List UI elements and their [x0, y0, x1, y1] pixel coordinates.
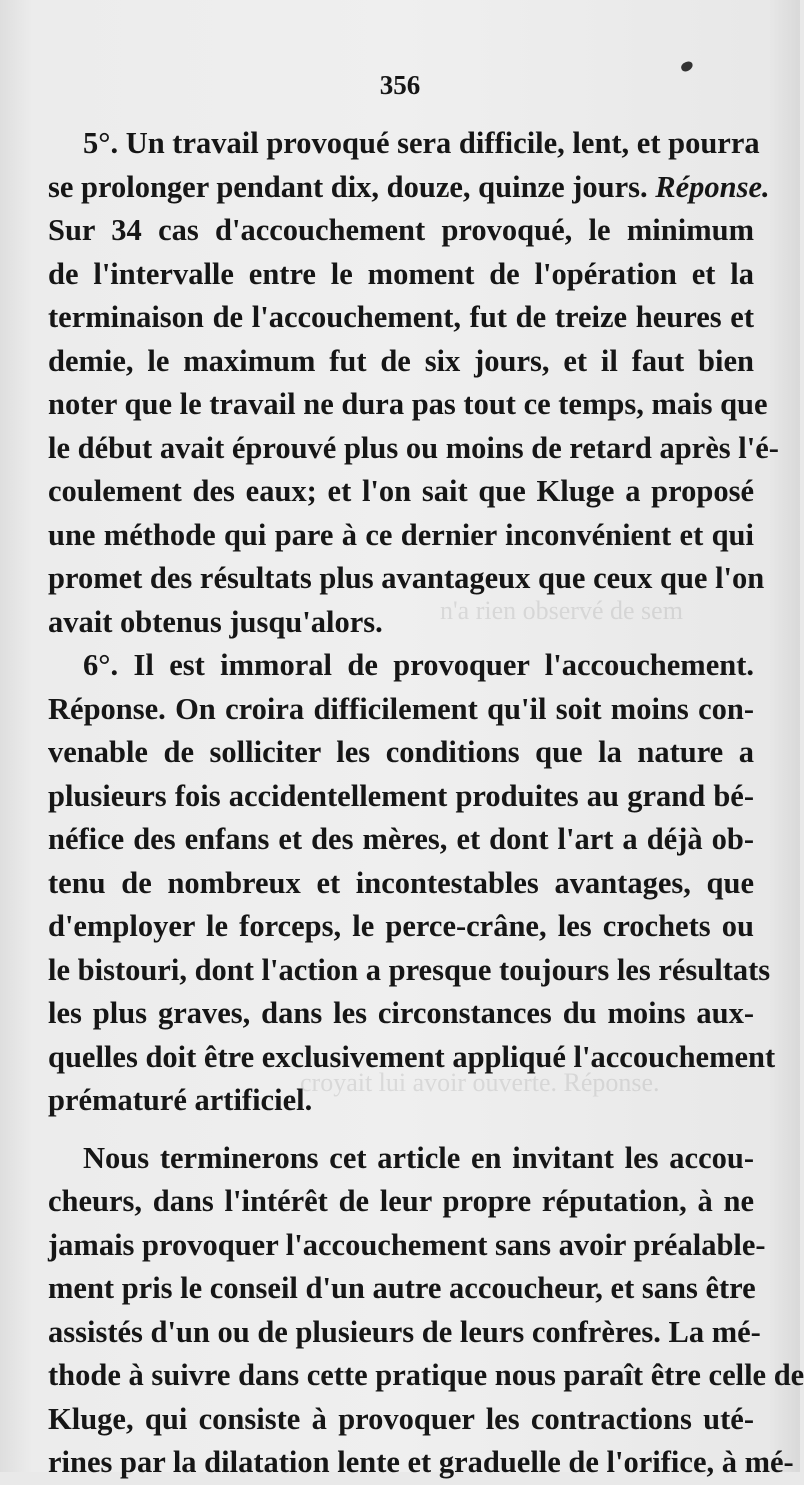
text-line: promet des résultats plus avantageux que ceux que l'on: [48, 561, 765, 595]
page-number: 356: [379, 70, 421, 100]
text-line: cheurs, dans l'intérêt de leur propre réputation, à ne: [48, 1184, 754, 1218]
show-through-text: n'a rien observé de sem: [440, 596, 683, 625]
text-line: Sur 34 cas d'accouchement provoqué, le minimum: [48, 213, 754, 247]
text-line: se prolonger pendant dix, douze, quinze jours. Réponse.: [48, 169, 770, 204]
text-line: une méthode qui pare à ce dernier inconvénient et qui: [48, 517, 754, 552]
paragraph-1: [48, 122, 779, 644]
text-line: terminaison de l'accouchement, fut de treize heures et: [48, 300, 754, 334]
text-line: 5°. Un travail provoqué sera difficile, lent, et pourra: [83, 126, 760, 160]
text-line: jamais provoquer l'accouchement sans avoir préalable-: [48, 1227, 766, 1262]
paragraph-3: [48, 1137, 804, 1485]
text-line: 6°. Il est immoral de provoquer l'accouchement.: [83, 648, 754, 682]
show-through-text: croyait lui avoir ouverte. Réponse.: [300, 1068, 660, 1097]
text-line: Kluge, qui consiste à provoquer les contractions uté-: [48, 1401, 754, 1436]
text-line: thode à suivre dans cette pratique nous paraît être celle de: [48, 1358, 804, 1392]
text-line: coulement des eaux; et l'on sait que Kluge a proposé: [48, 474, 754, 508]
text-line: quelles doit être exclusivement appliqué l'accouchement: [48, 1039, 776, 1074]
text-line: prématuré artificiel.: [48, 1083, 313, 1117]
text-line: le début avait éprouvé plus ou moins de retard après l'é-: [48, 430, 779, 465]
text-line: noter que le travail ne dura pas tout ce temps, mais que: [48, 387, 768, 421]
text-line: venable de solliciter les conditions que la nature a: [48, 735, 754, 769]
text-line: assistés d'un ou de plusieurs de leurs confrères. La mé-: [48, 1314, 761, 1349]
text-line: Nous terminerons cet article en invitant les accou-: [83, 1140, 754, 1175]
text-line: néfice des enfans et des mères, et dont l'art a déjà ob-: [48, 822, 754, 856]
text-line: plusieurs fois accidentellement produites au grand bé-: [48, 778, 754, 813]
text-line: avait obtenus jusqu'alors.: [48, 604, 383, 639]
paragraph-2: [48, 644, 776, 1123]
text-line: ment pris le conseil d'un autre accoucheur, et sans être: [48, 1271, 756, 1305]
text-line: demie, le maximum fut de six jours, et il faut bien: [48, 343, 754, 378]
text-line: le bistouri, dont l'action a presque toujours les résultats: [48, 952, 771, 987]
text-line: tenu de nombreux et incontestables avantages, que: [48, 865, 754, 900]
text-line: rines par la dilatation lente et graduelle de l'orifice, à mé-: [48, 1445, 794, 1479]
text-line: d'employer le forceps, le perce-crâne, les crochets ou: [48, 909, 754, 943]
text-line: les plus graves, dans les circonstances du moins aux-: [48, 996, 754, 1030]
body-text: [48, 122, 804, 1485]
text-line: Réponse. On croira difficilement qu'il soit moins con-: [48, 691, 754, 726]
text-line: de l'intervalle entre le moment de l'opération et la: [48, 256, 754, 291]
